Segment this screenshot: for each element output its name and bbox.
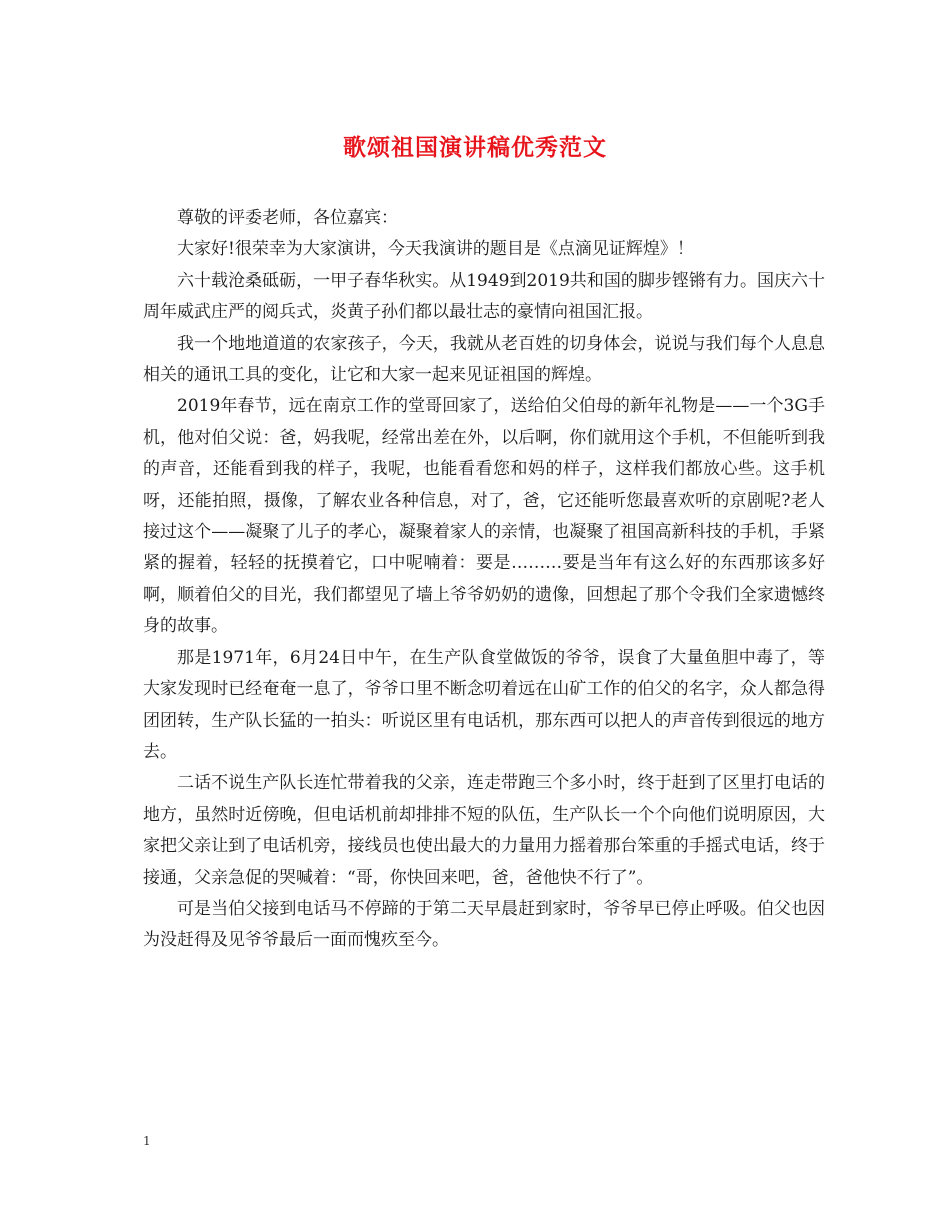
page-number: 1	[143, 1134, 151, 1148]
paragraph-greeting: 大家好!很荣幸为大家演讲，今天我演讲的题目是《点滴见证辉煌》！	[177, 239, 694, 260]
paragraph: 六十载沧桑砥砺，一甲子春华秋实。从1949到2019共和国的脚步铿锵有力。国庆六十周年威武庄严的阅兵式，炎黄子孙们都以最壮志的豪情向祖国汇报。	[143, 270, 825, 323]
document-body	[143, 203, 825, 957]
paragraph: 2019年春节，远在南京工作的堂哥回家了，送给伯父伯母的新年礼物是——一个3G手机，他对伯父说：爸，妈我呢，经常出差在外，以后啊，你们就用这个手机，不但能听到我的声音，还能看到我的样子，我呢，也能看看您和妈的样子，这样我们都放心些。这手机呀，还能拍照，摄像，了解农业各种信息，对了，爸，它还能听您最喜欢听的京剧呢?老人接过这个——凝聚了儿子的孝心，凝聚着家人的亲情，也凝聚了祖国高新科技的手机，手紧紧的握着，轻轻的抚摸着它，口中呢喃着：要是………要是当年有这么好的东西那该多好啊，顺着伯父的目光，我们都望见了墙上爷爷奶奶的遗像，回想起了那个令我们全家遗憾终身的故事。	[143, 396, 825, 637]
paragraph: 可是当伯父接到电话马不停蹄的于第二天早晨赶到家时，爷爷早已停止呼吸。伯父也因为没赶得及见爷爷最后一面而愧疚至今。	[143, 898, 825, 951]
paragraph: 二话不说生产队长连忙带着我的父亲，连走带跑三个多小时，终于赶到了区里打电话的地方，虽然时近傍晚，但电话机前却排排不短的队伍，生产队长一个个向他们说明原因，大家把父亲让到了电话机旁，接线员也使出最大的力量用力摇着那台笨重的手摇式电话，终于接通，父亲急促的哭喊着：“哥，你快回来吧，爸，爸他快不行了”。	[143, 773, 825, 888]
paragraph: 那是1971年，6月24日中午，在生产队食堂做饭的爷爷，误食了大量鱼胆中毒了，等大家发现时已经奄奄一息了，爷爷口里不断念叨着远在山矿工作的伯父的名字，众人都急得团团转，生产队长猛的一拍头：听说区里有电话机，那东西可以把人的声音传到很远的地方去。	[143, 647, 825, 762]
document-title: 歌颂祖国演讲稿优秀范文	[343, 134, 607, 161]
paragraph: 我一个地地道道的农家孩子，今天，我就从老百姓的切身体会，说说与我们每个人息息相关的通讯工具的变化，让它和大家一起来见证祖国的辉煌。	[143, 333, 825, 386]
paragraph-salutation: 尊敬的评委老师，各位嘉宾：	[177, 208, 398, 228]
